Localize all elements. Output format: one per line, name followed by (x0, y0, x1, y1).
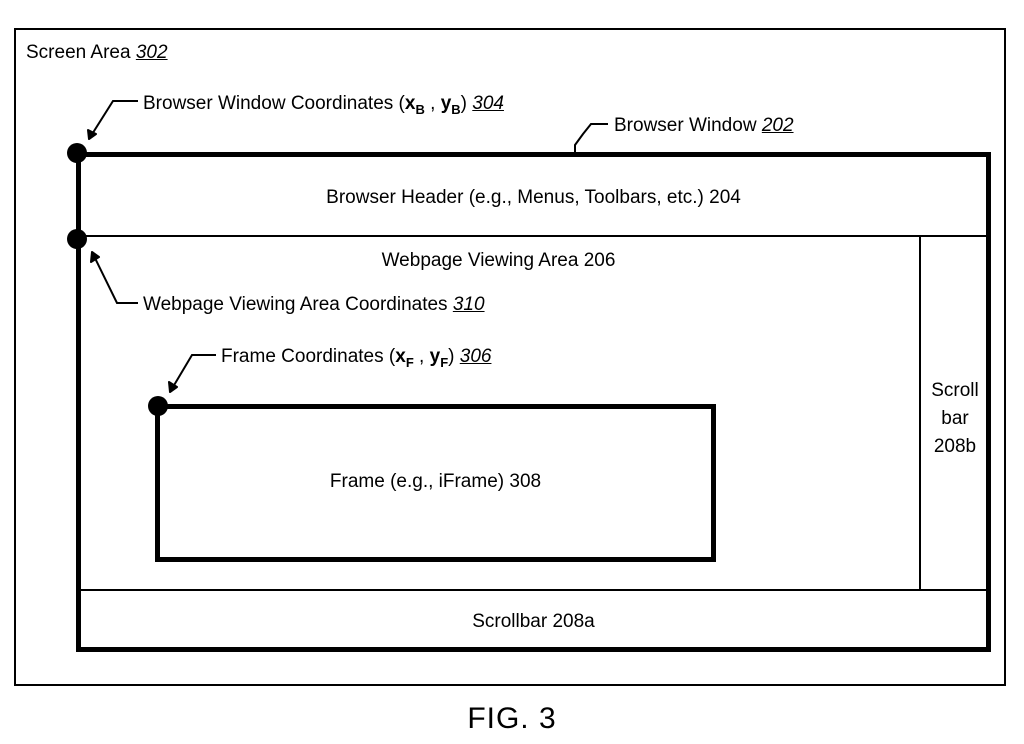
webpage-viewing-area-coordinates-ref: 310 (452, 294, 485, 315)
browser-header-ref: 204 (709, 187, 741, 208)
browser-window-coordinates-x-sub: B (415, 101, 425, 117)
horizontal-scrollbar-label (76, 610, 991, 633)
webpage-viewing-area-ref: 206 (583, 250, 616, 271)
vertical-scrollbar-ref: 208b (933, 436, 977, 457)
screen-area-ref: 302 (135, 42, 168, 63)
frame-coordinates-y-sub: F (440, 354, 449, 370)
screen-area-label (26, 41, 168, 64)
browser-window-coordinates-sep: , (424, 93, 441, 114)
horizontal-scrollbar-label-text: Scrollbar (472, 611, 548, 632)
browser-window-label-text: Browser Window (614, 115, 757, 136)
frame-coordinates-x-sub: F (405, 354, 414, 370)
frame-ref: 308 (509, 471, 542, 492)
vertical-scrollbar-label-line1: Scroll (931, 380, 979, 401)
webpage-viewing-area-label-text: Webpage Viewing Area (381, 250, 579, 271)
browser-window-coordinates-prefix: Browser Window Coordinates ( (143, 93, 405, 114)
frame-label-text: Frame (e.g., iFrame) (329, 471, 505, 492)
frame-coordinates-prefix: Frame Coordinates ( (221, 346, 396, 367)
frame-coordinates-label (221, 345, 491, 374)
screen-area-label-text: Screen Area (26, 42, 131, 63)
frame-coordinates-x: x (395, 346, 406, 367)
horizontal-scrollbar-ref: 208a (552, 611, 595, 632)
frame-coordinates-ref: 306 (459, 346, 492, 367)
browser-window-coordinates-ref: 304 (472, 93, 504, 114)
vertical-scrollbar-label-line2: bar (941, 408, 969, 429)
browser-header-label-text: Browser Header (e.g., Menus, Toolbars, etc.) (326, 187, 704, 208)
frame-coordinates-y: y (429, 346, 441, 367)
frame-coordinates-sep: , (413, 346, 430, 367)
browser-window-coordinates-y-sub: B (451, 101, 461, 117)
browser-window-ref: 202 (761, 115, 794, 136)
browser-window-coordinates-label (143, 92, 504, 121)
webpage-viewing-area-label (76, 249, 921, 272)
browser-window-coordinates-x: x (404, 93, 416, 114)
browser-window-coordinates-suffix: ) (460, 93, 467, 114)
frame-coordinates-suffix: ) (448, 346, 455, 367)
figure-caption: FIG. 3 (467, 702, 557, 735)
browser-header-label (76, 186, 991, 209)
browser-window-label (614, 114, 794, 137)
browser-window-coordinates-y: y (440, 93, 452, 114)
frame-label (155, 470, 716, 493)
webpage-viewing-area-coordinates-label (143, 293, 485, 316)
vertical-scrollbar-label (919, 377, 991, 461)
webpage-viewing-area-coordinates-text: Webpage Viewing Area Coordinates (143, 294, 448, 315)
